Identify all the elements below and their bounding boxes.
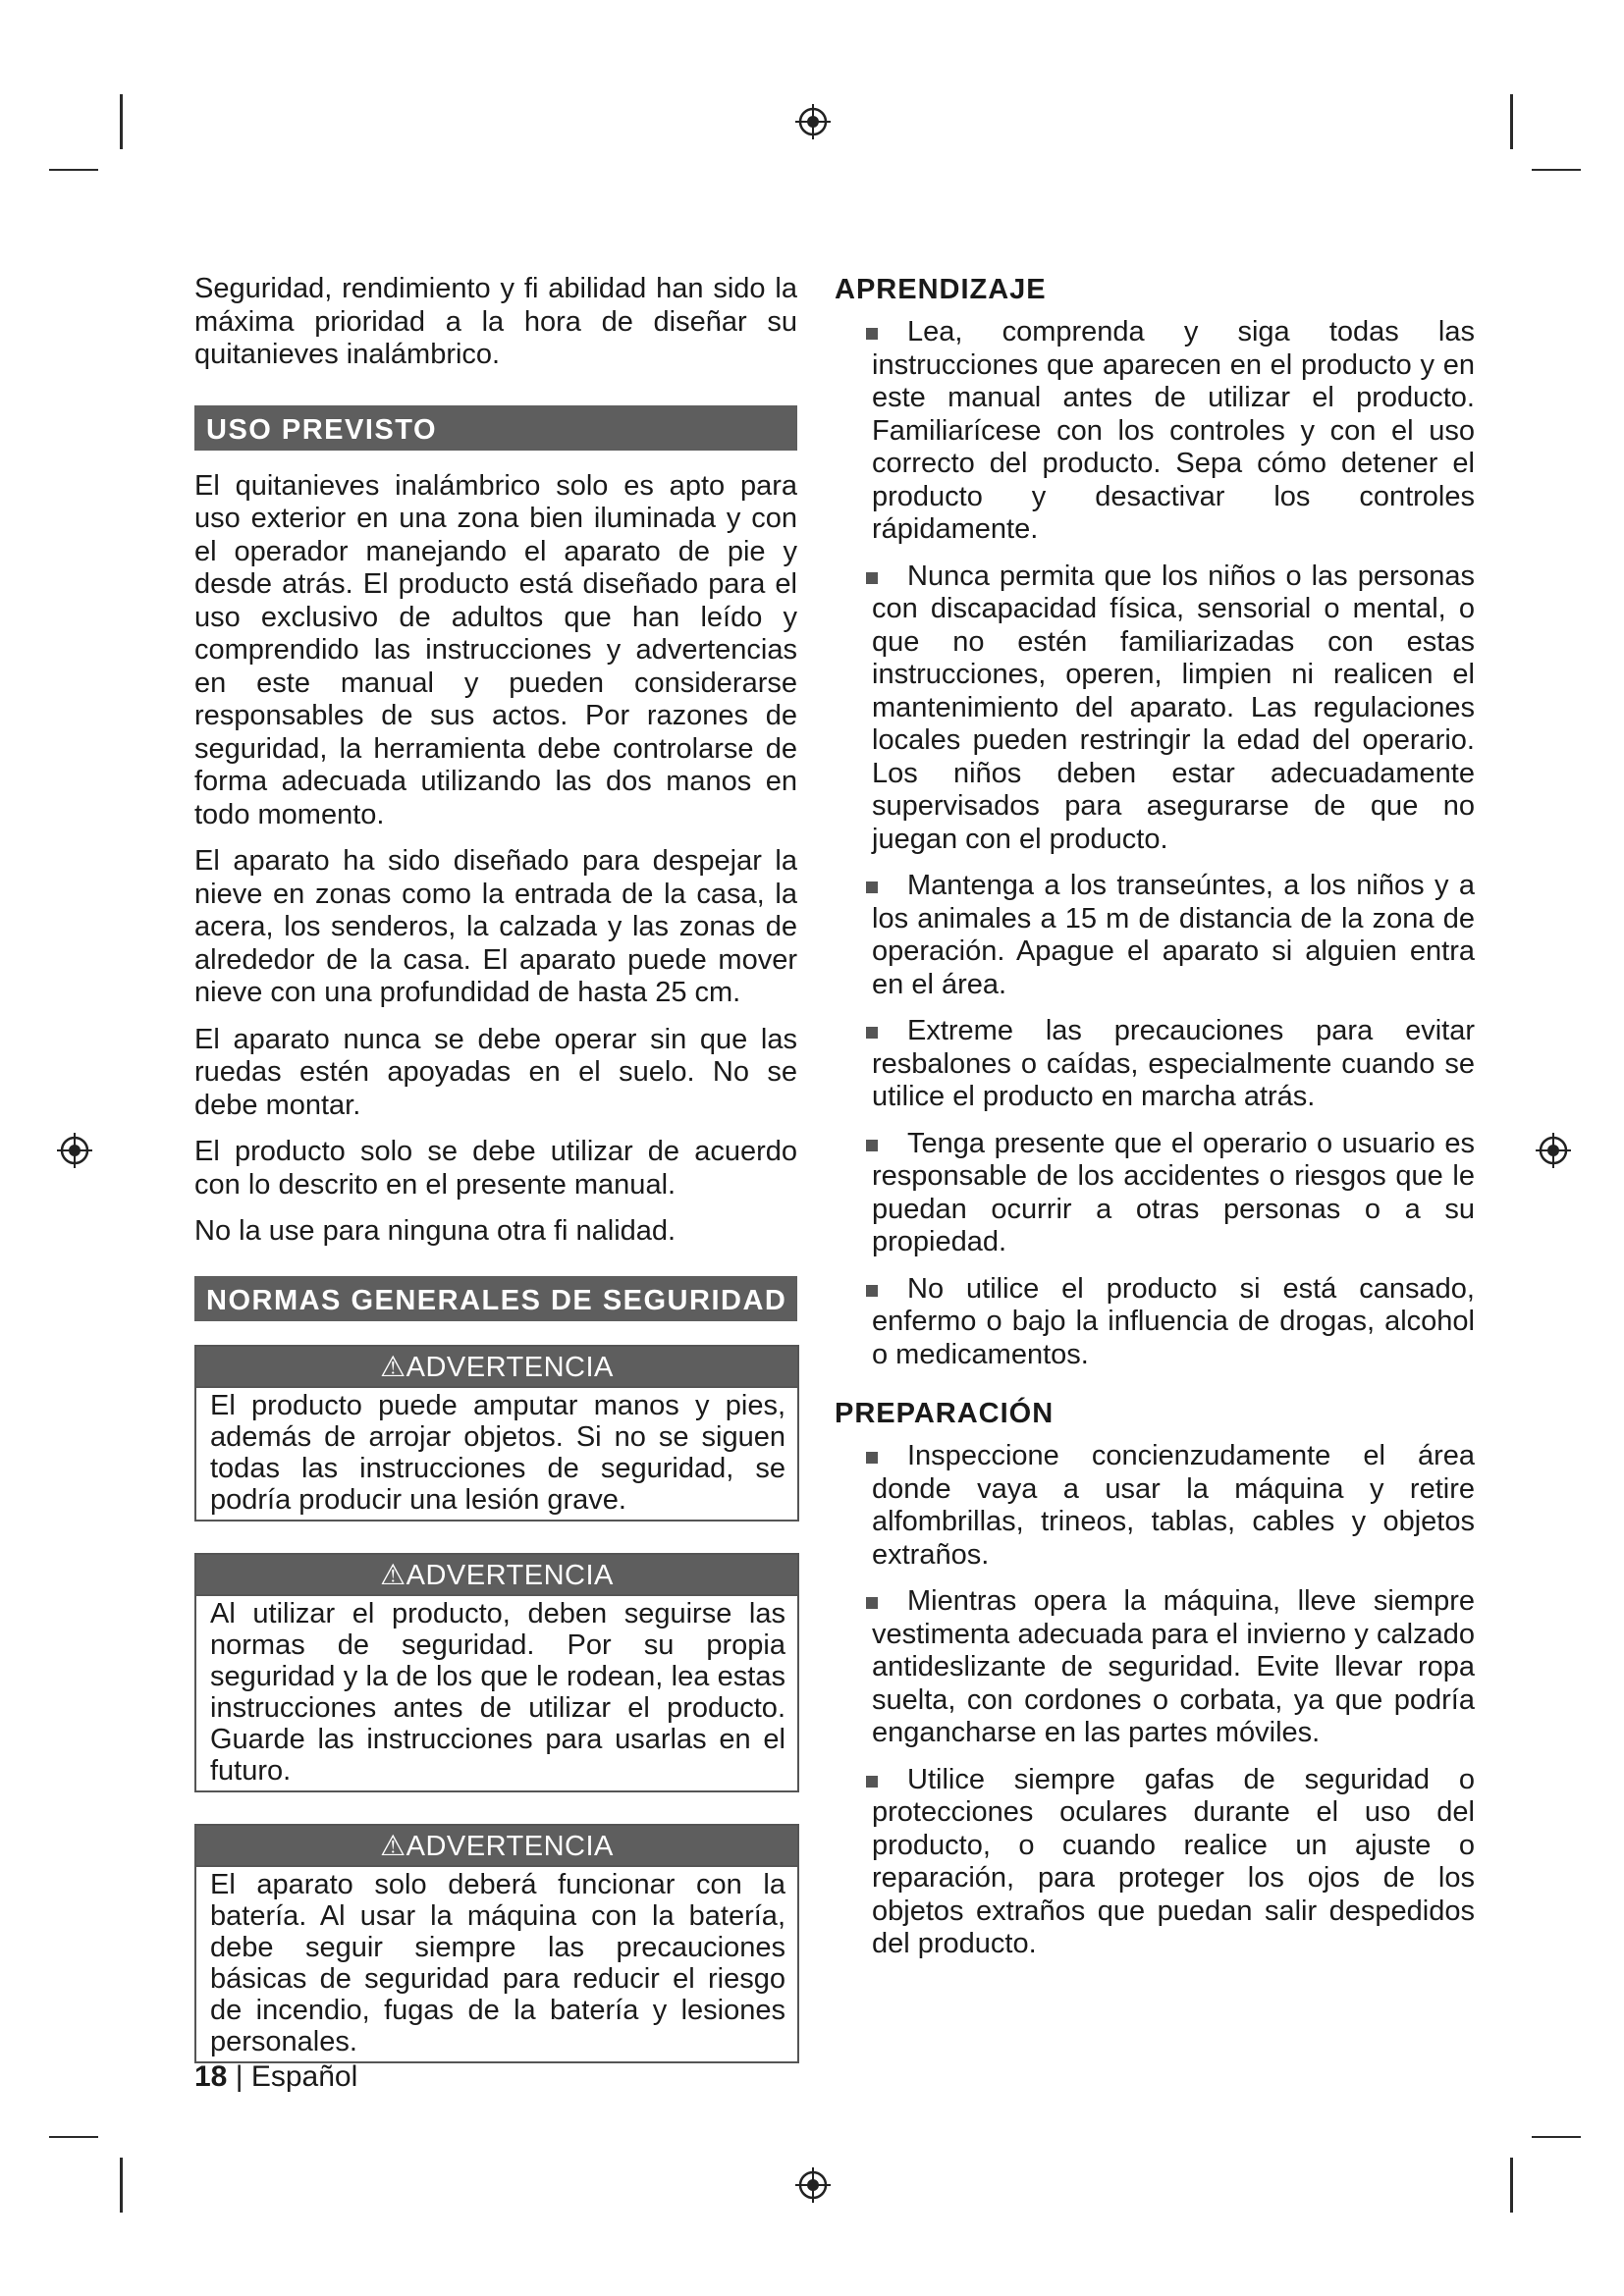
list-item bbox=[835, 1128, 1475, 1259]
warning-text: Al utilizar el producto, deben seguirse las normas de seguridad. Por su propia seguridad y la de los que le rodean, lea estas instrucciones antes de utilizar el producto. Guarde las instrucciones para usarlas en el futuro. bbox=[210, 1597, 785, 1787]
left-column bbox=[194, 273, 797, 2095]
crop-mark bbox=[1532, 2136, 1581, 2138]
section-heading-uso-previsto: USO PREVISTO bbox=[194, 405, 797, 451]
bullet-square-icon bbox=[866, 1452, 878, 1464]
list-item-text: Inspeccione concienzudamente el área donde vaya a usar la máquina y retire alfombrillas, trineos, tablas, cables y objetos extraños. bbox=[872, 1440, 1475, 1571]
list-item bbox=[835, 316, 1475, 547]
warning-header bbox=[196, 1555, 797, 1596]
paragraph: El aparato nunca se debe operar sin que las ruedas estén apoyadas en el suelo. No se debe montar. bbox=[194, 1023, 797, 1121]
bullet-square-icon bbox=[866, 1597, 878, 1609]
crop-mark bbox=[1510, 2158, 1513, 2213]
list-item-text: Extreme las precauciones para evitar resbalones o caídas, especialmente cuando se utilice el producto en marcha atrás. bbox=[872, 1015, 1475, 1112]
paragraph: El aparato ha sido diseñado para despejar la nieve en zonas como la entrada de la casa, la acera, los senderos, la calzada y las zonas de alrededor de la casa. El aparato puede mover nieve con una profundidad de hasta 25 cm. bbox=[194, 845, 797, 1008]
page-number: 18 bbox=[194, 2060, 228, 2093]
bullet-square-icon bbox=[866, 881, 878, 893]
right-column bbox=[835, 273, 1475, 1975]
list-item bbox=[835, 1273, 1475, 1372]
warning-label: ADVERTENCIA bbox=[406, 1830, 614, 1862]
bullet-square-icon bbox=[866, 1285, 878, 1297]
subheading-aprendizaje: APRENDIZAJE bbox=[835, 274, 1047, 305]
warning-box bbox=[194, 1824, 799, 2063]
crop-mark bbox=[49, 2136, 98, 2138]
warning-header bbox=[196, 1826, 797, 1867]
crop-mark bbox=[120, 94, 123, 149]
list-item-text: Lea, comprenda y siga todas las instrucciones que aparecen en el producto y en este manual antes de utilizar el producto. Familiarícese con los controles y con el uso correcto del producto. Sepa cómo detener el producto y desactivar los controles rápidamente. bbox=[872, 316, 1475, 545]
paragraph: No la use para ninguna otra fi nalidad. bbox=[194, 1215, 677, 1247]
warning-triangle-icon: ⚠ bbox=[380, 1830, 406, 1862]
warning-label: ADVERTENCIA bbox=[406, 1351, 614, 1383]
registration-mark-icon bbox=[1534, 1131, 1573, 1170]
warning-triangle-icon: ⚠ bbox=[380, 1351, 406, 1383]
paragraph: El producto solo se debe utilizar de acuerdo con lo descrito en el presente manual. bbox=[194, 1136, 797, 1201]
registration-mark-icon bbox=[793, 102, 833, 141]
warning-box bbox=[194, 1345, 799, 1522]
list-item bbox=[835, 870, 1475, 1001]
list-item bbox=[835, 1764, 1475, 1961]
warning-text: El aparato solo deberá funcionar con la batería. Al usar la máquina con la batería, debe seguir siempre las precauciones básicas de seguridad para reducir el riesgo de incendio, fugas de la batería y lesiones personales. bbox=[210, 1868, 785, 2057]
list-item bbox=[835, 1585, 1475, 1750]
bullet-square-icon bbox=[866, 572, 878, 584]
subheading-preparacion: PREPARACIÓN bbox=[835, 1398, 1055, 1429]
list-item bbox=[835, 1015, 1475, 1114]
bullet-square-icon bbox=[866, 328, 878, 340]
warning-triangle-icon: ⚠ bbox=[380, 1559, 406, 1591]
page-footer bbox=[194, 2059, 357, 2095]
paragraph: El quitanieves inalámbrico solo es apto para uso exterior en una zona bien iluminada y con el operador manejando el aparato de pie y desde atrás. El producto está diseñado para el uso exclusivo de adultos que han leído y comprendido las instrucciones y advertencias en este manual y pueden considerarse responsables de sus actos. Por razones de seguridad, la herramienta debe controlarse de forma adecuada utilizando las dos manos en todo momento. bbox=[194, 469, 797, 830]
crop-mark bbox=[120, 2158, 123, 2213]
crop-mark bbox=[1532, 169, 1581, 171]
crop-mark bbox=[49, 169, 98, 171]
warning-header bbox=[196, 1347, 797, 1388]
section-heading-normas: NORMAS GENERALES DE SEGURIDAD bbox=[194, 1276, 797, 1321]
list-item-text: No utilice el producto si está cansado, enfermo o bajo la influencia de drogas, alcohol o medicamentos. bbox=[872, 1272, 1475, 1370]
crop-mark bbox=[1510, 94, 1513, 149]
list-item-text: Utilice siempre gafas de seguridad o protecciones oculares durante el uso del producto, o cuando realice un ajuste o reparación, para proteger los ojos de los objetos extraños que puedan salir despedidos del producto. bbox=[872, 1763, 1475, 1959]
bullet-square-icon bbox=[866, 1776, 878, 1788]
bullet-square-icon bbox=[866, 1027, 878, 1039]
warning-box bbox=[194, 1553, 799, 1792]
warning-text: El producto puede amputar manos y pies, además de arrojar objetos. Si no se siguen todas las instrucciones de seguridad, se podría producir una lesión grave. bbox=[210, 1389, 785, 1516]
list-item-text: Tenga presente que el operario o usuario es responsable de los accidentes o riesgos que le puedan ocurrir a otras personas o a su propiedad. bbox=[872, 1127, 1475, 1257]
intro-text: Seguridad, rendimiento y fi abilidad han sido la máxima prioridad a la hora de diseñar su quitanieves inalámbrico. bbox=[194, 273, 797, 370]
warning-label: ADVERTENCIA bbox=[406, 1559, 614, 1591]
bullet-square-icon bbox=[866, 1140, 878, 1151]
list-item-text: Mientras opera la máquina, lleve siempre vestimenta adecuada para el invierno y calzado antideslizante de seguridad. Evite llevar ropa suelta, con cordones o corbata, ya que podría engancharse en las partes móviles. bbox=[872, 1585, 1475, 1748]
list-item bbox=[835, 561, 1475, 857]
footer-separator: | bbox=[235, 2060, 244, 2093]
list-item-text: Mantenga a los transeúntes, a los niños y a los animales a 15 m de distancia de la zona de operación. Apague el aparato si alguien entra en el área. bbox=[872, 870, 1475, 1000]
list-item bbox=[835, 1440, 1475, 1572]
footer-language: Español bbox=[250, 2060, 358, 2093]
registration-mark-icon bbox=[55, 1131, 94, 1170]
list-item-text: Nunca permita que los niños o las personas con discapacidad física, sensorial o mental, o que no estén familiarizadas con estas instrucciones, operen, limpien ni realicen el mantenimiento del aparato. Las regulaciones locales pueden restringir la edad del operario. Los niños deben estar adecuadamente supervisados para asegurarse de que no juegan con el producto. bbox=[872, 560, 1475, 855]
registration-mark-icon bbox=[793, 2165, 833, 2205]
